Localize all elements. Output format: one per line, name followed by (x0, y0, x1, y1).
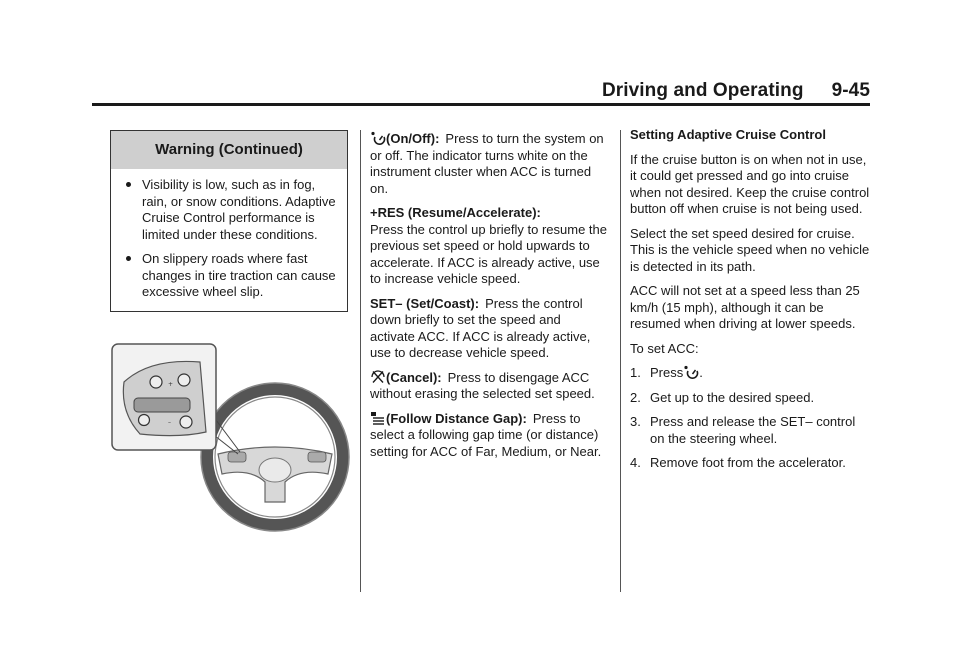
cruise-cancel-icon (370, 370, 386, 384)
step-item: 4. Remove foot from the accelerator. (630, 455, 846, 470)
steering-wheel-controls-illustration (110, 342, 350, 532)
page-number: 9-45 (831, 80, 870, 101)
step-item: 3. Press and release the SET– control on the steering wheel. (630, 414, 856, 446)
cruise-on-off-icon (370, 131, 386, 145)
setting-paragraph: If the cruise button is on when not in use, it could get pressed and go into cruise when not desired. Keep the cruise control button off when cruise is not being used. (630, 151, 870, 216)
resume-paragraph: +RES (Resume/Accelerate): Press the control up briefly to resume the previous set speed or hold upwards to accelerate. If ACC is already active, use to increase vehicle speed. (370, 205, 608, 286)
bullet-icon (126, 256, 131, 261)
svg-text:–: – (168, 419, 171, 426)
cruise-on-off-icon (683, 365, 699, 379)
warning-item: Visibility is low, such as in fog, rain, or snow conditions. Adaptive Cruise Control performance is limited under these conditions. (123, 177, 339, 243)
cancel-paragraph: (Cancel): Press to disengage ACC without erasing the selected set speed. (370, 369, 595, 401)
step-item: 1. Press . (630, 365, 703, 380)
set-coast-paragraph: SET– (Set/Coast): Press the control down briefly to set the speed and activate ACC. If ACC is already active, use to decrease vehicle speed. (370, 295, 591, 360)
follow-distance-gap-icon (370, 411, 386, 425)
svg-text:+: + (168, 381, 174, 388)
column-divider (360, 130, 361, 592)
gap-paragraph: (Follow Distance Gap): Press to select a following gap time (or distance) setting for ACC of Far, Medium, or Near. (370, 410, 602, 459)
step-item: 2. Get up to the desired speed. (630, 389, 815, 405)
column-divider (620, 130, 621, 592)
warning-box (110, 130, 348, 312)
onoff-paragraph: (On/Off): Press to turn the system on or off. The indicator turns white on the instrument cluster when ACC is turned on. (370, 131, 604, 196)
setting-heading: Setting Adaptive Cruise Control (630, 127, 826, 142)
controls-column (370, 131, 608, 468)
header-rule (92, 103, 870, 106)
setting-column (630, 127, 870, 480)
setting-paragraph: Select the set speed desired for cruise. This is the vehicle speed when no vehicle is detected in its path. (630, 225, 870, 274)
setting-intro: To set ACC: (630, 340, 699, 356)
warning-item: On slippery roads where fast changes in tire traction can cause excessive wheel slip. (123, 251, 339, 301)
setting-paragraph: ACC will not set at a speed less than 25 km/h (15 mph), although it can be resumed when driving at lower speeds. (630, 283, 860, 331)
warning-title: Warning (Continued) (111, 131, 347, 169)
bullet-icon (126, 182, 131, 187)
section-title: Driving and Operating (601, 80, 804, 101)
page-header (92, 78, 870, 104)
